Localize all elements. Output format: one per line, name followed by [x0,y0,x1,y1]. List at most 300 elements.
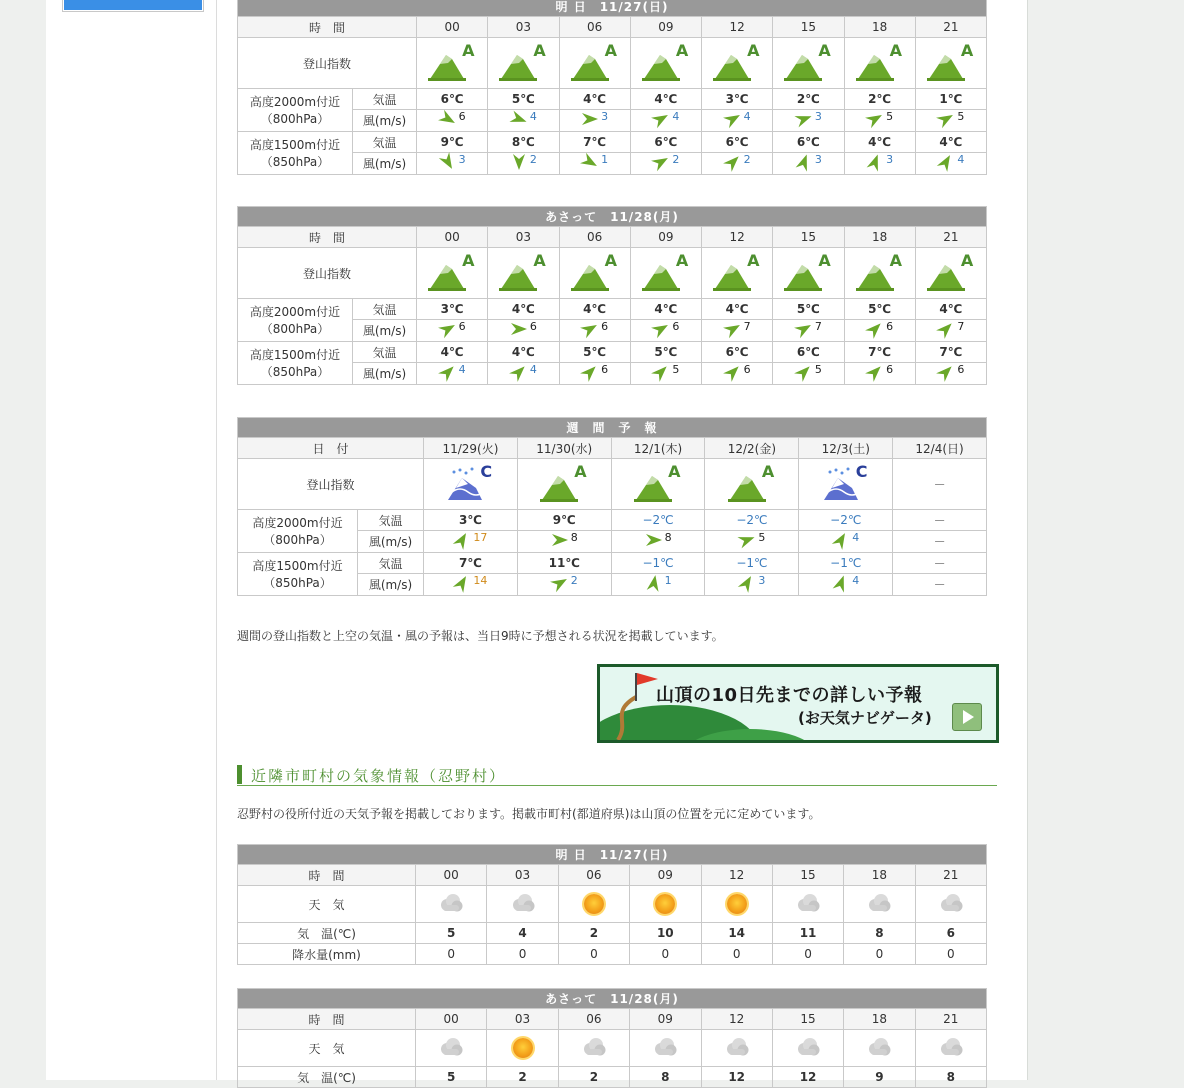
header-cell: 12 [702,17,773,38]
temp-cell: 6℃ [702,342,773,363]
sidebar [46,0,217,1080]
index-cell [844,38,915,89]
header-cell: 21 [915,227,986,248]
index-cell [702,38,773,89]
wind-speed: 5 [957,110,965,123]
index-letter: A [818,251,831,270]
index-cell [424,459,518,510]
weather-cell [844,1030,915,1067]
wind-arrow-icon [738,531,756,552]
wind-cell [630,153,701,175]
weather-cell [701,1030,772,1067]
time-cell: 03 [487,1009,558,1030]
climb-index-a-icon [713,41,761,81]
climb-index-c-icon [822,462,870,502]
wind-speed: 6 [886,363,894,376]
precip-cell: 0 [701,944,772,965]
wind-cell [705,531,799,553]
wind-speed: 4 [957,153,965,166]
index-letter: A [604,41,618,60]
index-cell [630,248,701,299]
wind-arrow-icon [937,363,955,384]
temp-cell: 9 [844,1067,915,1088]
wind-cell [488,320,559,342]
wind-cell: － [893,574,987,596]
index-letter: A [889,41,903,60]
wind-speed: 3 [758,574,766,587]
temp-label: 気 温(℃) [238,923,416,944]
temp-cell: −2℃ [705,510,799,531]
index-cell [417,38,488,89]
temp-label: 気温 [353,89,417,110]
time-cell: 09 [630,1009,701,1030]
wind-speed: 4 [852,574,860,587]
alt2000-temp-row [238,89,987,110]
wind-cell [705,574,799,596]
index-letter: A [675,41,689,60]
cloudy-icon [795,1037,821,1060]
weather-cell [844,886,915,923]
cloudy-icon [652,1037,678,1060]
time-cell: 18 [844,1009,915,1030]
climb-index-a-icon [728,462,776,502]
index-label: 登山指数 [238,459,424,510]
cloudy-icon [938,1037,964,1060]
climb-index-c-icon [446,462,494,502]
wind-speed: 6 [601,363,609,376]
temp-cell: 11℃ [517,553,611,574]
wind-speed: 6 [886,320,894,333]
table-title: あさって 11/28(月) [238,207,987,227]
temp-cell: 3℃ [702,89,773,110]
wind-speed: 4 [529,110,537,123]
wind-speed: 5 [672,363,680,376]
temp-cell: 9℃ [517,510,611,531]
wind-cell: － [893,531,987,553]
weather-cell [630,886,701,923]
temp-row [238,923,987,944]
sunny-icon [727,894,747,914]
alt2000-temp-row [238,510,987,531]
time-cell: 15 [772,1009,843,1030]
index-cell [611,459,705,510]
wind-arrow-icon [645,531,663,552]
temp-cell: 4℃ [844,132,915,153]
cloudy-icon [438,893,464,916]
header-cell: 06 [559,227,630,248]
wind-arrow-icon [795,320,813,341]
index-cell [702,248,773,299]
wind-arrow-icon [652,363,670,384]
weather-cell [487,886,558,923]
time-cell: 15 [772,865,843,886]
wind-speed: 6 [743,363,751,376]
wind-arrow-icon [645,574,663,595]
temp-cell: － [893,553,987,574]
time-cell: 00 [416,865,487,886]
time-cell: 00 [416,1009,487,1030]
wind-arrow-icon [866,363,884,384]
temp-cell: 5℃ [773,299,844,320]
temp-cell: 1℃ [915,89,986,110]
alt2000-label: 高度2000m付近 （800hPa） [238,89,353,132]
time-cell: 21 [915,865,986,886]
time-cell: 21 [915,1009,986,1030]
temp-cell: 5 [416,1067,487,1088]
header-cell: 21 [915,17,986,38]
temp-cell: 7℃ [424,553,518,574]
sunny-icon [513,1038,533,1058]
index-cell [915,248,986,299]
weather-cell [416,1030,487,1067]
temp-cell: 10 [630,923,701,944]
weather-row [238,1030,987,1067]
table-title: あさって 11/28(月) [238,989,987,1009]
weather-row [238,886,987,923]
temp-cell: 12 [772,1067,843,1088]
wind-arrow-icon [652,110,670,131]
climb-index-a-icon [634,462,682,502]
index-label: 登山指数 [238,248,417,299]
temp-cell: 8℃ [488,132,559,153]
wind-speed: 14 [473,574,488,587]
index-cell [417,248,488,299]
wind-cell [630,110,701,132]
climb-index-a-icon [784,251,832,291]
wind-cell [773,110,844,132]
temp-label: 気 温(℃) [238,1067,416,1088]
wind-cell [488,363,559,385]
wind-arrow-icon [453,531,471,552]
wind-cell [559,110,630,132]
wind-arrow-icon [832,531,850,552]
wind-speed: 2 [743,153,751,166]
sidebar-button[interactable] [62,0,204,12]
temp-cell: −2℃ [611,510,705,531]
temp-cell: 2℃ [844,89,915,110]
wind-arrow-icon [724,363,742,384]
climb-index-a-icon [856,41,904,81]
wind-arrow-icon [581,363,599,384]
wind-label: 風(m/s) [353,110,417,132]
wind-cell [417,110,488,132]
wind-arrow-icon [439,363,457,384]
temp-cell: 6℃ [773,342,844,363]
wind-speed: 7 [814,320,822,333]
wind-arrow-icon [795,153,813,174]
index-letter: A [574,462,587,481]
temp-row [238,1067,987,1088]
wind-arrow-icon [510,363,528,384]
wind-arrow-icon [795,110,813,131]
wind-cell [799,574,893,596]
wind-arrow-icon [551,531,569,552]
cloudy-icon [938,893,964,916]
wind-cell [702,153,773,175]
weather-label: 天 気 [238,886,416,923]
play-icon [952,703,982,731]
index-letter: A [747,41,760,60]
wind-arrow-icon [652,153,670,174]
time-label: 時 間 [238,1009,416,1030]
header-cell: 12/1(木) [611,438,705,459]
weather-cell [630,1030,701,1067]
temp-label: 気温 [353,342,417,363]
time-row [238,17,987,38]
temp-cell: 8 [630,1067,701,1088]
temp-cell: 8 [915,1067,986,1088]
precip-cell: 0 [772,944,843,965]
wind-arrow-icon [652,320,670,341]
header-cell: 12 [702,227,773,248]
temp-cell: 5℃ [630,342,701,363]
cloudy-icon [510,893,536,916]
wind-cell [417,153,488,175]
index-letter: A [960,41,974,60]
wind-arrow-icon [510,153,528,174]
sunny-icon [655,894,675,914]
sunny-icon [584,894,604,914]
precip-cell: 0 [487,944,558,965]
precip-label: 降水量(mm) [238,944,416,965]
nearby-section-title: 近隣市町村の気象情報（忍野村） [237,765,997,786]
wind-speed: 3 [814,110,822,123]
wind-speed: 1 [601,153,609,166]
temp-label: 気温 [358,510,424,531]
precip-cell: 0 [558,944,629,965]
wind-cell [702,363,773,385]
weather-cell [558,1030,629,1067]
index-cell [915,38,986,89]
wind-speed: 5 [814,363,822,376]
index-cell [773,38,844,89]
wind-label: 風(m/s) [353,320,417,342]
precip-row [238,944,987,965]
index-letter: A [818,41,831,60]
wind-speed: 4 [743,110,751,123]
time-row [238,227,987,248]
wind-arrow-icon [866,110,884,131]
weather-cell [915,1030,986,1067]
wind-cell [915,363,986,385]
index-cell [517,459,611,510]
temp-cell: 4℃ [417,342,488,363]
header-cell: 11/29(火) [424,438,518,459]
cloudy-icon [866,893,892,916]
wind-cell [773,320,844,342]
header-cell: 00 [417,227,488,248]
temp-cell: 7℃ [844,342,915,363]
wind-speed: 4 [529,363,537,376]
mountain-forecast-tomorrow [237,0,987,175]
wind-speed: 4 [852,531,860,544]
banner-line2: (お天気ナビゲータ) [798,709,932,727]
index-cell [705,459,799,510]
wind-label: 風(m/s) [353,363,417,385]
wind-arrow-icon [581,110,599,131]
time-cell: 12 [701,1009,772,1030]
wind-speed: 1 [664,574,672,587]
precip-cell: 0 [915,944,986,965]
wind-cell [844,320,915,342]
climb-index-a-icon [927,41,975,81]
time-cell: 06 [558,865,629,886]
wind-cell [417,363,488,385]
temp-label: 気温 [353,132,417,153]
index-letter: A [747,251,760,270]
wind-speed: 5 [886,110,894,123]
temp-cell: 12 [701,1067,772,1088]
climb-index-a-icon [428,41,476,81]
wind-cell [611,574,705,596]
time-row [238,865,987,886]
wind-speed: 2 [672,153,680,166]
temp-cell: 6℃ [702,132,773,153]
header-cell: 12/3(土) [799,438,893,459]
wind-cell [844,363,915,385]
climb-index-a-icon [499,251,547,291]
index-cell [630,38,701,89]
wind-arrow-icon [724,153,742,174]
date-label: 日 付 [238,438,424,459]
time-cell: 12 [701,865,772,886]
temp-cell: 4 [487,923,558,944]
alt1500-label: 高度1500m付近 （850hPa） [238,553,358,596]
wind-arrow-icon [551,574,569,595]
index-cell: － [893,459,987,510]
ten-day-forecast-banner[interactable] [597,664,999,743]
wind-speed: 17 [473,531,488,544]
wind-cell [799,531,893,553]
cloudy-icon [581,1037,607,1060]
temp-cell: 6℃ [630,132,701,153]
wind-speed: 6 [601,320,609,333]
time-label: 時 間 [238,17,417,38]
temp-cell: 4℃ [488,299,559,320]
alt2000-label: 高度2000m付近 （800hPa） [238,510,358,553]
wind-arrow-icon [866,153,884,174]
weekly-note: 週間の登山指数と上空の気温・風の予報は、当日9時に予想される状況を掲載しています。 [237,629,724,643]
index-letter: A [675,251,689,270]
index-letter: A [533,41,546,60]
temp-cell: 6 [915,923,986,944]
wind-label: 風(m/s) [353,153,417,175]
temp-cell: 2℃ [773,89,844,110]
weather-cell [915,886,986,923]
temp-cell: 4℃ [702,299,773,320]
temp-cell: 14 [701,923,772,944]
header-cell: 03 [488,227,559,248]
alt1500-temp-row [238,553,987,574]
wind-cell [559,320,630,342]
temp-cell: 7℃ [559,132,630,153]
wind-speed: 3 [601,110,609,123]
temp-cell: 2 [558,923,629,944]
wind-arrow-icon [937,153,955,174]
wind-arrow-icon [439,153,457,174]
wind-cell [517,574,611,596]
index-letter: A [533,251,546,270]
wind-speed: 6 [458,110,466,123]
climb-index-a-icon [927,251,975,291]
wind-cell [611,531,705,553]
wind-speed: 3 [886,153,894,166]
wind-speed: 2 [570,574,578,587]
temp-cell: 6℃ [417,89,488,110]
wind-cell [559,153,630,175]
temp-cell: −1℃ [799,553,893,574]
precip-cell: 0 [630,944,701,965]
town-forecast-tomorrow [237,844,987,965]
temp-cell: 2 [558,1067,629,1088]
temp-cell: 4℃ [488,342,559,363]
alt1500-label: 高度1500m付近 （850hPa） [238,342,353,385]
temp-cell: 2 [487,1067,558,1088]
index-row [238,459,987,510]
wind-cell [915,110,986,132]
weather-cell [416,886,487,923]
temp-cell: 4℃ [915,299,986,320]
header-cell: 03 [488,17,559,38]
header-cell: 15 [773,227,844,248]
wind-speed: 5 [758,531,766,544]
time-label: 時 間 [238,865,416,886]
index-cell [559,38,630,89]
date-row [238,438,987,459]
weather-cell [487,1030,558,1067]
temp-cell: 4℃ [630,89,701,110]
climb-index-a-icon [571,251,619,291]
time-cell: 18 [844,865,915,886]
wind-cell [424,531,518,553]
wind-speed: 8 [664,531,672,544]
wind-arrow-icon [738,574,756,595]
wind-speed: 6 [458,320,466,333]
index-letter: C [855,462,868,481]
climb-index-a-icon [784,41,832,81]
time-cell: 09 [630,865,701,886]
wind-arrow-icon [795,363,813,384]
header-cell: 12/2(金) [705,438,799,459]
wind-arrow-icon [724,320,742,341]
header-cell: 06 [559,17,630,38]
index-cell [488,248,559,299]
temp-cell: 3℃ [417,299,488,320]
wind-arrow-icon [581,320,599,341]
weather-cell [558,886,629,923]
index-letter: A [668,462,681,481]
wind-label: 風(m/s) [358,574,424,596]
wind-cell [559,363,630,385]
header-cell: 12/4(日) [893,438,987,459]
table-title: 明 日 11/27(日) [238,0,987,17]
climb-index-a-icon [540,462,588,502]
wind-speed: 6 [529,320,537,333]
precip-cell: 0 [844,944,915,965]
wind-cell [488,110,559,132]
wind-arrow-icon [866,320,884,341]
temp-cell: −2℃ [799,510,893,531]
temp-cell: 4℃ [630,299,701,320]
precip-cell: 0 [416,944,487,965]
temp-cell: 3℃ [424,510,518,531]
climb-index-a-icon [642,251,690,291]
temp-cell: 5℃ [844,299,915,320]
temp-cell: 11 [772,923,843,944]
index-cell [488,38,559,89]
weather-cell [772,886,843,923]
cloudy-icon [795,893,821,916]
